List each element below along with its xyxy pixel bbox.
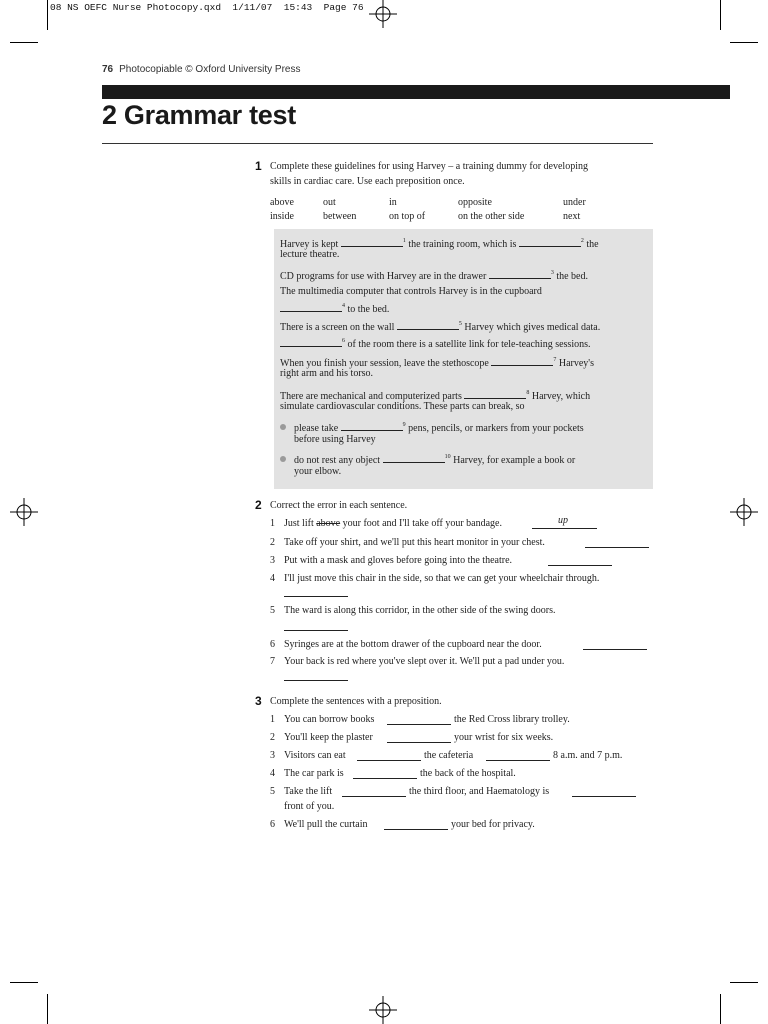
item-number: 4 xyxy=(270,768,275,779)
answer-blank[interactable] xyxy=(383,453,445,463)
exercise-instruction: skills in cardiac care. Use each preposition once. xyxy=(270,176,465,187)
title-rule xyxy=(102,143,653,144)
answer-line[interactable] xyxy=(486,760,550,761)
item-number: 5 xyxy=(270,786,275,797)
sentence-part: 8 a.m. and 7 p.m. xyxy=(553,750,623,761)
guideline-line: Harvey is kept $^1$ the training room, which is $^2$ the xyxy=(280,238,599,250)
page-title: 2 Grammar test xyxy=(102,100,296,130)
guideline-line: There are mechanical and computerized parts $^8$ Harvey, which xyxy=(280,390,591,402)
registration-mark-icon xyxy=(369,0,397,28)
exercise-number: 3 xyxy=(255,694,262,708)
answer-blank[interactable] xyxy=(341,421,403,431)
crop-mark xyxy=(720,994,721,1024)
guideline-line: CD programs for use with Harvey are in the drawer $^3$ the bed. xyxy=(280,270,588,282)
bullet-item-cont: your elbow. xyxy=(294,466,342,477)
item-number: 5 xyxy=(270,605,275,616)
answer-blank[interactable] xyxy=(491,356,553,366)
sentence: Put with a mask and gloves before going into the theatre. xyxy=(284,555,513,566)
answer-line[interactable] xyxy=(284,630,348,631)
word-bank-item: out xyxy=(323,197,336,208)
exercise-instruction: Complete the sentences with a preposition. xyxy=(270,696,442,707)
answer-line[interactable] xyxy=(357,760,421,761)
answer-blank[interactable] xyxy=(397,320,459,330)
word-bank-item: under xyxy=(563,197,586,208)
sentence: The ward is along this corridor, in the other side of the swing doors. xyxy=(284,605,556,616)
answer-line[interactable] xyxy=(583,649,647,650)
answer-line[interactable] xyxy=(284,596,348,597)
guideline-line: simulate cardiovascular conditions. These parts can break, so xyxy=(280,401,525,412)
registration-mark-icon xyxy=(369,996,397,1024)
sentence-part: We'll pull the curtain xyxy=(284,819,368,830)
sentence: Syringes are at the bottom drawer of the cupboard near the door. xyxy=(284,639,542,650)
word-bank-item: above xyxy=(270,197,294,208)
running-head xyxy=(102,64,300,75)
answer-line[interactable] xyxy=(342,796,406,797)
guideline-line: $^6$ of the room there is a satellite link for tele-teaching sessions. xyxy=(280,334,590,353)
sentence: Your back is red where you've slept over it. We'll put a pad under you. xyxy=(284,656,565,667)
answer-line[interactable] xyxy=(284,680,348,681)
guideline-line: $^4$ to the bed. xyxy=(280,299,389,318)
crop-mark xyxy=(730,42,758,43)
bullet-icon xyxy=(280,424,286,430)
item-number: 4 xyxy=(270,573,275,584)
sentence: Just lift above your foot and I'll take off your bandage. xyxy=(284,518,502,529)
registration-mark-icon xyxy=(10,498,38,526)
exercise-instruction: Complete these guidelines for using Harvey – a training dummy for developing xyxy=(270,161,588,172)
sentence-part: the third floor, and Haematology is xyxy=(409,786,550,797)
answer-blank[interactable] xyxy=(341,237,403,247)
answer-line[interactable] xyxy=(384,829,448,830)
sentence-part: the back of the hospital. xyxy=(420,768,516,779)
guideline-line: The multimedia computer that controls Harvey is in the cupboard xyxy=(280,286,542,297)
word-bank-item: inside xyxy=(270,211,294,222)
example-answer: up xyxy=(558,515,568,526)
crop-mark xyxy=(10,982,38,983)
word-bank-item: between xyxy=(323,211,357,222)
exercise-instruction: Correct the error in each sentence. xyxy=(270,500,408,511)
item-number: 1 xyxy=(270,714,275,725)
sentence-part: Take the lift xyxy=(284,786,333,797)
registration-mark-icon xyxy=(730,498,758,526)
sentence-part: front of you. xyxy=(284,801,335,812)
word-bank-item: next xyxy=(563,211,581,222)
answer-blank[interactable] xyxy=(280,302,342,312)
sentence-part: the Red Cross library trolley. xyxy=(454,714,570,725)
crop-mark xyxy=(47,994,48,1024)
bullet-icon xyxy=(280,456,286,462)
page-number: 76 xyxy=(102,64,114,75)
word-bank-item: in xyxy=(389,197,397,208)
copyright-line: Photocopiable © Oxford University Press xyxy=(119,64,301,75)
answer-line[interactable] xyxy=(353,778,417,779)
answer-line[interactable] xyxy=(585,547,649,548)
item-number: 6 xyxy=(270,819,275,830)
guideline-line: right arm and his torso. xyxy=(280,368,374,379)
answer-line[interactable] xyxy=(387,742,451,743)
bullet-item-cont: before using Harvey xyxy=(294,434,376,445)
answer-blank[interactable] xyxy=(464,389,526,399)
crop-mark xyxy=(730,982,758,983)
item-number: 2 xyxy=(270,537,275,548)
word-bank-item: on top of xyxy=(389,211,426,222)
guideline-line: When you finish your session, leave the stethoscope $^7$ Harvey's xyxy=(280,357,594,369)
sentence-part: You'll keep the plaster xyxy=(284,732,373,743)
crop-mark xyxy=(10,42,38,43)
sentence-part: the cafeteria xyxy=(424,750,474,761)
crop-mark xyxy=(720,0,721,30)
item-number: 3 xyxy=(270,555,275,566)
answer-blank[interactable] xyxy=(280,337,342,347)
item-number: 7 xyxy=(270,656,275,667)
answer-line[interactable] xyxy=(532,528,597,529)
crop-mark xyxy=(47,0,48,30)
struck-word: above xyxy=(316,518,341,529)
exercise-number: 1 xyxy=(255,159,262,173)
item-number: 6 xyxy=(270,639,275,650)
sentence-part: Visitors can eat xyxy=(284,750,346,761)
guideline-line: lecture theatre. xyxy=(280,249,340,260)
word-bank-item: on the other side xyxy=(458,211,525,222)
sentence-part: You can borrow books xyxy=(284,714,375,725)
item-number: 3 xyxy=(270,750,275,761)
bullet-item: please take $^9$ pens, pencils, or markers from your pockets xyxy=(280,418,584,437)
sentence-part: your bed for privacy. xyxy=(451,819,535,830)
sentence-part: The car park is xyxy=(284,768,344,779)
sentence-part: your wrist for six weeks. xyxy=(454,732,554,743)
answer-line[interactable] xyxy=(548,565,612,566)
exercise-number: 2 xyxy=(255,498,262,512)
item-number: 2 xyxy=(270,732,275,743)
sentence: Take off your shirt, and we'll put this heart monitor in your chest. xyxy=(284,537,545,548)
bullet-item: do not rest any object $^{10}$ Harvey, for example a book or xyxy=(280,450,575,469)
item-number: 1 xyxy=(270,518,275,529)
answer-line[interactable] xyxy=(572,796,636,797)
answer-line[interactable] xyxy=(387,724,451,725)
guideline-line: There is a screen on the wall $^5$ Harvey which gives medical data. xyxy=(280,321,601,333)
answer-blank[interactable] xyxy=(489,269,551,279)
word-bank-item: opposite xyxy=(458,197,492,208)
print-slug: 08 NS OEFC Nurse Photocopy.qxd 1/11/07 15:43 Page 76 xyxy=(50,2,364,13)
header-bar xyxy=(102,85,730,99)
sentence: I'll just move this chair in the side, so that we can get your wheelchair through. xyxy=(284,573,600,584)
answer-blank[interactable] xyxy=(519,237,581,247)
